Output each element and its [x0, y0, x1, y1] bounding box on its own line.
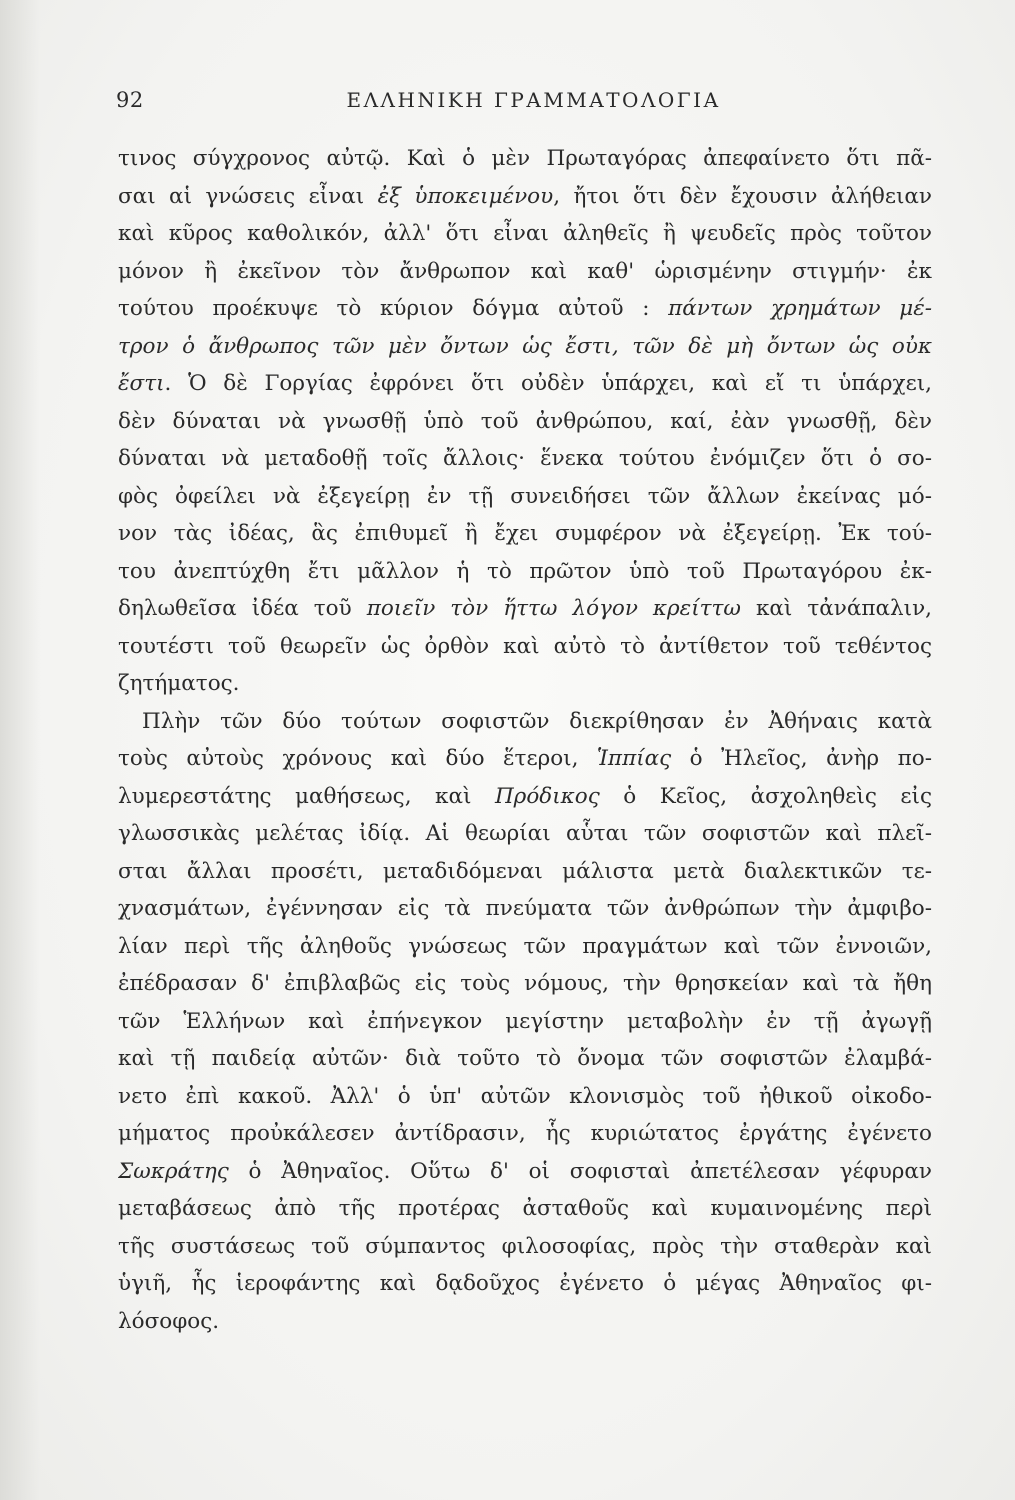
body-text [118, 140, 932, 1340]
text-span: μεταβάσεως ἀπὸ τῆς προτέρας ἀσταθοῦς καὶ κυμαινομένης περὶ [118, 1196, 932, 1221]
text-line [118, 290, 932, 328]
italic-span: τρον ὁ ἄνθρωπος τῶν μὲν ὄντων ὡς ἔστι, τῶν δὲ μὴ ὄντων ὡς οὐκ [118, 333, 932, 359]
text-span: νον τὰς ἰδέας, ἃς ἐπιθυμεῖ ἢ ἔχει συμφέρον νὰ ἐξεγείρῃ. Ἐκ τού- [118, 521, 932, 546]
text-line [118, 965, 932, 1003]
text-line [118, 1190, 932, 1228]
running-title: ΕΛΛΗΝΙΚΗ ΓΡΑΜΜΑΤΟΛΟΓΙΑ [346, 88, 721, 112]
text-span: δηλωθεῖσα ἰδέα τοῦ [118, 596, 367, 621]
italic-span: ἐξ ὑποκειμένου [377, 183, 554, 209]
text-span: ὁ Ἀθηναῖος. Οὕτω δ' οἱ σοφισταὶ ἀπετέλεσαν γέφυραν [228, 1158, 932, 1184]
text-line [118, 853, 932, 891]
text-span: φὸς ὀφείλει νὰ ἐξεγείρῃ ἐν τῇ συνειδήσει τῶν ἄλλων ἐκείνας μό- [118, 483, 932, 509]
text-line [118, 740, 932, 778]
text-span: ὑγιῆ, ἧς ἱεροφάντης καὶ δᾳδοῦχος ἐγένετο ὁ μέγας Ἀθηναῖος φι- [118, 1271, 932, 1296]
page-number: 92 [116, 88, 144, 112]
text-line [118, 328, 932, 366]
text-span: σαι αἱ γνώσεις εἶναι [118, 183, 378, 209]
text-span: χνασμάτων, ἐγέννησαν εἰς τὰ πνεύματα τῶν ἀνθρώπων τὴν ἀμφιβο- [118, 896, 932, 921]
italic-span: πάντων χρημάτων μέ- [668, 296, 932, 321]
text-span: μήματος προὐκάλεσεν ἀντίδρασιν, ἧς κυριώτατος ἐργάτης ἐγένετο [118, 1121, 932, 1146]
text-span: γλωσσικὰς μελέτας ἰδίᾳ. Αἱ θεωρίαι αὗται τῶν σοφιστῶν καὶ πλεῖ- [118, 821, 932, 846]
text-line [118, 253, 932, 291]
text-line [118, 1303, 932, 1341]
italic-span: ἔστι [118, 371, 165, 396]
text-span: ὁ Ἠλεῖος, ἀνὴρ πο- [671, 746, 932, 771]
text-span: τῆς συστάσεως τοῦ σύμπαντος φιλοσοφίας, πρὸς τὴν σταθερὰν καὶ [118, 1233, 932, 1259]
text-span: λυμερεστάτης μαθήσεως, καὶ [118, 783, 495, 809]
text-span: καὶ τἀνάπαλιν, [740, 596, 932, 621]
text-line [118, 815, 932, 853]
paragraph [118, 703, 932, 1341]
text-line [118, 365, 932, 403]
text-span: δύναται νὰ μεταδοθῇ τοῖς ἄλλοις· ἕνεκα τούτου ἐνόμιζεν ὅτι ὁ σο- [118, 446, 932, 471]
text-span: , ἤτοι ὅτι δὲν ἔχουσιν ἀλήθειαν [553, 183, 932, 209]
text-line [118, 1040, 932, 1078]
italic-span: Σωκράτης [118, 1158, 229, 1184]
text-line [118, 1078, 932, 1116]
text-line [118, 778, 932, 816]
text-span: λίαν περὶ τῆς ἀληθοῦς γνώσεως τῶν πραγμάτων καὶ τῶν ἐννοιῶν, [118, 933, 932, 959]
text-line [118, 140, 932, 178]
text-span: νετο ἐπὶ κακοῦ. Ἀλλ' ὁ ὑπ' αὐτῶν κλονισμὸς τοῦ ἠθικοῦ οἰκοδο- [118, 1083, 932, 1109]
text-span: καὶ κῦρος καθολικόν, ἀλλ' ὅτι εἶναι ἀληθεῖς ἢ ψευδεῖς πρὸς τοῦτον [118, 221, 932, 246]
text-line [118, 1153, 932, 1191]
text-line [118, 553, 932, 591]
text-span: τῶν Ἑλλήνων καὶ ἐπήνεγκον μεγίστην μεταβολὴν ἐν τῇ ἀγωγῇ [118, 1008, 932, 1034]
text-span: τοὺς αὐτοὺς χρόνους καὶ δύο ἕτεροι, [118, 746, 597, 771]
binding-shadow [0, 0, 40, 1500]
text-line [118, 515, 932, 553]
text-span: σται ἄλλαι προσέτι, μεταδιδόμεναι μάλιστα μετὰ διαλεκτικῶν τε- [118, 858, 932, 884]
text-span: τουτέστι τοῦ θεωρεῖν ὡς ὀρθὸν καὶ αὐτὸ τὸ ἀντίθετον τοῦ τεθέντος [118, 633, 932, 659]
text-line [118, 1115, 932, 1153]
text-line [118, 890, 932, 928]
text-line [118, 665, 932, 703]
text-line [118, 1228, 932, 1266]
text-line [118, 403, 932, 441]
italic-span: Ἱππίας [596, 746, 672, 771]
text-line [118, 1003, 932, 1041]
text-line [118, 478, 932, 516]
text-line [118, 628, 932, 666]
paragraph [118, 140, 932, 703]
italic-span: Πρόδικος [494, 783, 600, 809]
text-span: καὶ τῇ παιδείᾳ αὐτῶν· διὰ τοῦτο τὸ ὄνομα τῶν σοφιστῶν ἐλαμβά- [118, 1046, 932, 1071]
text-line [118, 440, 932, 478]
italic-span: ποιεῖν τὸν ἥττω λόγον κρείττω [366, 596, 741, 621]
text-line [118, 1265, 932, 1303]
text-span: μόνον ἢ ἐκεῖνον τὸν ἄνθρωπον καὶ καθ' ὡρισμένην στιγμήν· ἐκ [118, 258, 932, 284]
text-span: του ἀνεπτύχθη ἔτι μᾶλλον ἡ τὸ πρῶτον ὑπὸ τοῦ Πρωταγόρου ἐκ- [118, 558, 932, 584]
text-span: ἐπέδρασαν δ' ἐπιβλαβῶς εἰς τοὺς νόμους, τὴν θρησκείαν καὶ τὰ ἤθη [118, 971, 932, 996]
text-span: ὁ Κεῖος, ἀσχοληθεὶς εἰς [599, 783, 932, 809]
page-header [116, 88, 931, 118]
text-span: λόσοφος. [118, 1308, 220, 1334]
text-span: ζητήματος. [118, 671, 240, 696]
text-span: Πλὴν τῶν δύο τούτων σοφιστῶν διεκρίθησαν ἐν Ἀθήναις κατὰ [142, 708, 932, 734]
text-line [118, 590, 932, 628]
text-line [118, 215, 932, 253]
text-span: δὲν δύναται νὰ γνωσθῇ ὑπὸ τοῦ ἀνθρώπου, καί, ἐὰν γνωσθῇ, δὲν [118, 408, 932, 434]
text-span: τινος σύγχρονος αὐτῷ. Καὶ ὁ μὲν Πρωταγόρας ἀπεφαίνετο ὅτι πᾶ- [118, 146, 932, 171]
text-span: . Ὁ δὲ Γοργίας ἐφρόνει ὅτι οὐδὲν ὑπάρχει, καὶ εἴ τι ὑπάρχει, [164, 371, 932, 396]
text-line [118, 928, 932, 966]
text-line [118, 178, 932, 216]
text-span: τούτου προέκυψε τὸ κύριον δόγμα αὐτοῦ : [118, 296, 669, 321]
text-line [118, 703, 932, 741]
